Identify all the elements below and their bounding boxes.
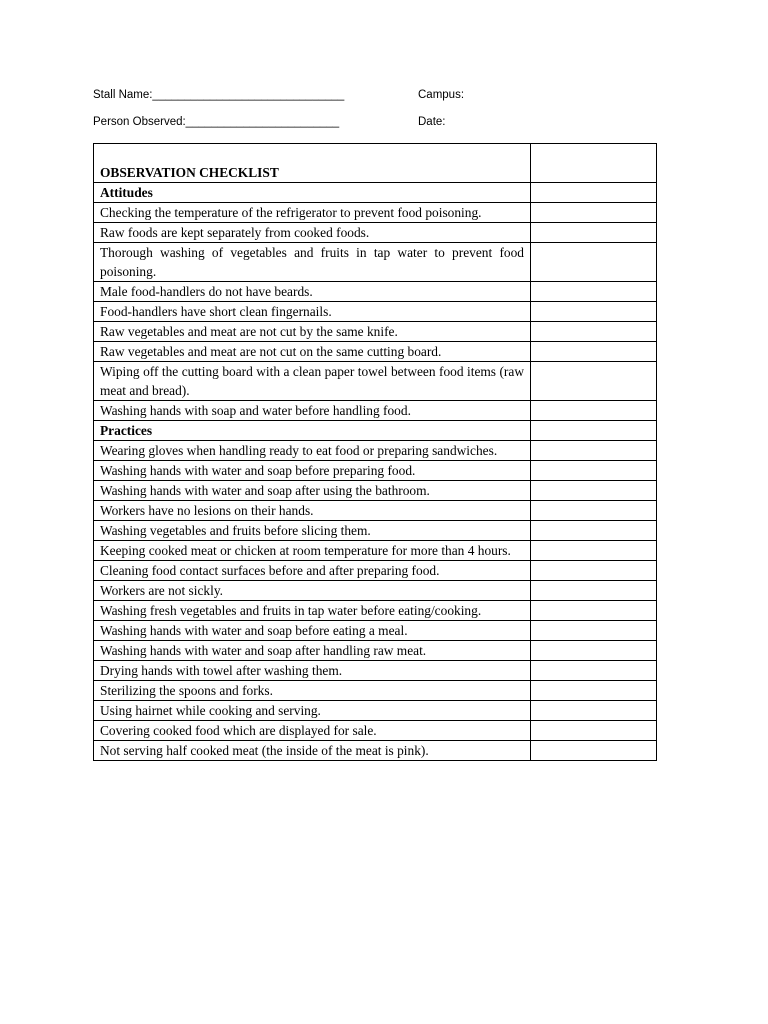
- checklist-item-text: Thorough washing of vegetables and fruits in tap water to prevent food poisoning.: [94, 243, 531, 282]
- checklist-item-text: Using hairnet while cooking and serving.: [94, 701, 531, 721]
- checklist-row: [94, 342, 657, 362]
- checklist-item-text: Washing hands with water and soap before eating a meal.: [94, 621, 531, 641]
- checklist-item-text: Washing fresh vegetables and fruits in tap water before eating/cooking.: [94, 601, 531, 621]
- checklist-item-text: Raw foods are kept separately from cooked foods.: [94, 223, 531, 243]
- check-cell: [531, 144, 657, 183]
- checklist-item-text: Wiping off the cutting board with a clean paper towel between food items (raw meat and bread).: [94, 362, 531, 401]
- check-cell: [531, 541, 657, 561]
- check-cell: [531, 362, 657, 401]
- checklist-item-text: Washing hands with water and soap after using the bathroom.: [94, 481, 531, 501]
- checklist-row: [94, 481, 657, 501]
- checklist-row: [94, 681, 657, 701]
- checklist-row: [94, 322, 657, 342]
- checklist-item-text: Washing vegetables and fruits before slicing them.: [94, 521, 531, 541]
- check-cell: [531, 601, 657, 621]
- checklist-row: [94, 521, 657, 541]
- checklist-item-text: Covering cooked food which are displayed for sale.: [94, 721, 531, 741]
- check-cell: [531, 521, 657, 541]
- check-cell: [531, 421, 657, 441]
- check-cell: [531, 243, 657, 282]
- checklist-row: [94, 362, 657, 401]
- check-cell: [531, 401, 657, 421]
- checklist-row: [94, 461, 657, 481]
- check-cell: [531, 282, 657, 302]
- check-cell: [531, 721, 657, 741]
- checklist-item-text: Checking the temperature of the refrigerator to prevent food poisoning.: [94, 203, 531, 223]
- checklist-row: [94, 621, 657, 641]
- checklist-title-row: [94, 144, 657, 183]
- check-cell: [531, 661, 657, 681]
- check-cell: [531, 681, 657, 701]
- person-observed-field: Person Observed:________________________: [93, 116, 340, 128]
- checklist-row: [94, 243, 657, 282]
- check-cell: [531, 561, 657, 581]
- check-cell: [531, 441, 657, 461]
- check-cell: [531, 183, 657, 203]
- check-cell: [531, 223, 657, 243]
- checklist-item-text: Raw vegetables and meat are not cut on the same cutting board.: [94, 342, 531, 362]
- checklist-row: [94, 641, 657, 661]
- checklist-row: [94, 601, 657, 621]
- checklist-row: [94, 561, 657, 581]
- checklist-item-text: Workers have no lesions on their hands.: [94, 501, 531, 521]
- checklist-row: [94, 401, 657, 421]
- section-header-row: [94, 183, 657, 203]
- checklist-item-text: Washing hands with soap and water before handling food.: [94, 401, 531, 421]
- check-cell: [531, 302, 657, 322]
- checklist-row: [94, 581, 657, 601]
- check-cell: [531, 461, 657, 481]
- checklist-row: [94, 701, 657, 721]
- check-cell: [531, 342, 657, 362]
- observation-checklist-table: [93, 143, 657, 761]
- checklist-row: [94, 223, 657, 243]
- checklist-item-text: Drying hands with towel after washing them.: [94, 661, 531, 681]
- checklist-title: OBSERVATION CHECKLIST: [94, 144, 531, 183]
- checklist-row: [94, 441, 657, 461]
- checklist-item-text: Cleaning food contact surfaces before and after preparing food.: [94, 561, 531, 581]
- checklist-row: [94, 302, 657, 322]
- checklist-row: [94, 282, 657, 302]
- section-header-row: [94, 421, 657, 441]
- campus-field: Campus:: [418, 89, 465, 101]
- check-cell: [531, 581, 657, 601]
- checklist-row: [94, 721, 657, 741]
- checklist-item-text: Food-handlers have short clean fingernails.: [94, 302, 531, 322]
- checklist-item-text: Washing hands with water and soap before preparing food.: [94, 461, 531, 481]
- checklist-item-text: Washing hands with water and soap after handling raw meat.: [94, 641, 531, 661]
- checklist-item-text: Keeping cooked meat or chicken at room temperature for more than 4 hours.: [94, 541, 531, 561]
- section-heading: Attitudes: [94, 183, 531, 203]
- check-cell: [531, 481, 657, 501]
- check-cell: [531, 741, 657, 761]
- checklist-row: [94, 741, 657, 761]
- checklist-item-text: Male food-handlers do not have beards.: [94, 282, 531, 302]
- check-cell: [531, 322, 657, 342]
- check-cell: [531, 203, 657, 223]
- checklist-row: [94, 501, 657, 521]
- stall-name-field: Stall Name:______________________________: [93, 89, 345, 101]
- check-cell: [531, 641, 657, 661]
- section-heading: Practices: [94, 421, 531, 441]
- check-cell: [531, 621, 657, 641]
- check-cell: [531, 701, 657, 721]
- checklist-item-text: Wearing gloves when handling ready to eat food or preparing sandwiches.: [94, 441, 531, 461]
- checklist-row: [94, 203, 657, 223]
- checklist-item-text: Sterilizing the spoons and forks.: [94, 681, 531, 701]
- date-field: Date:: [418, 116, 446, 128]
- checklist-item-text: Raw vegetables and meat are not cut by the same knife.: [94, 322, 531, 342]
- checklist-item-text: Not serving half cooked meat (the inside of the meat is pink).: [94, 741, 531, 761]
- checklist-item-text: Workers are not sickly.: [94, 581, 531, 601]
- checklist-row: [94, 541, 657, 561]
- checklist-row: [94, 661, 657, 681]
- check-cell: [531, 501, 657, 521]
